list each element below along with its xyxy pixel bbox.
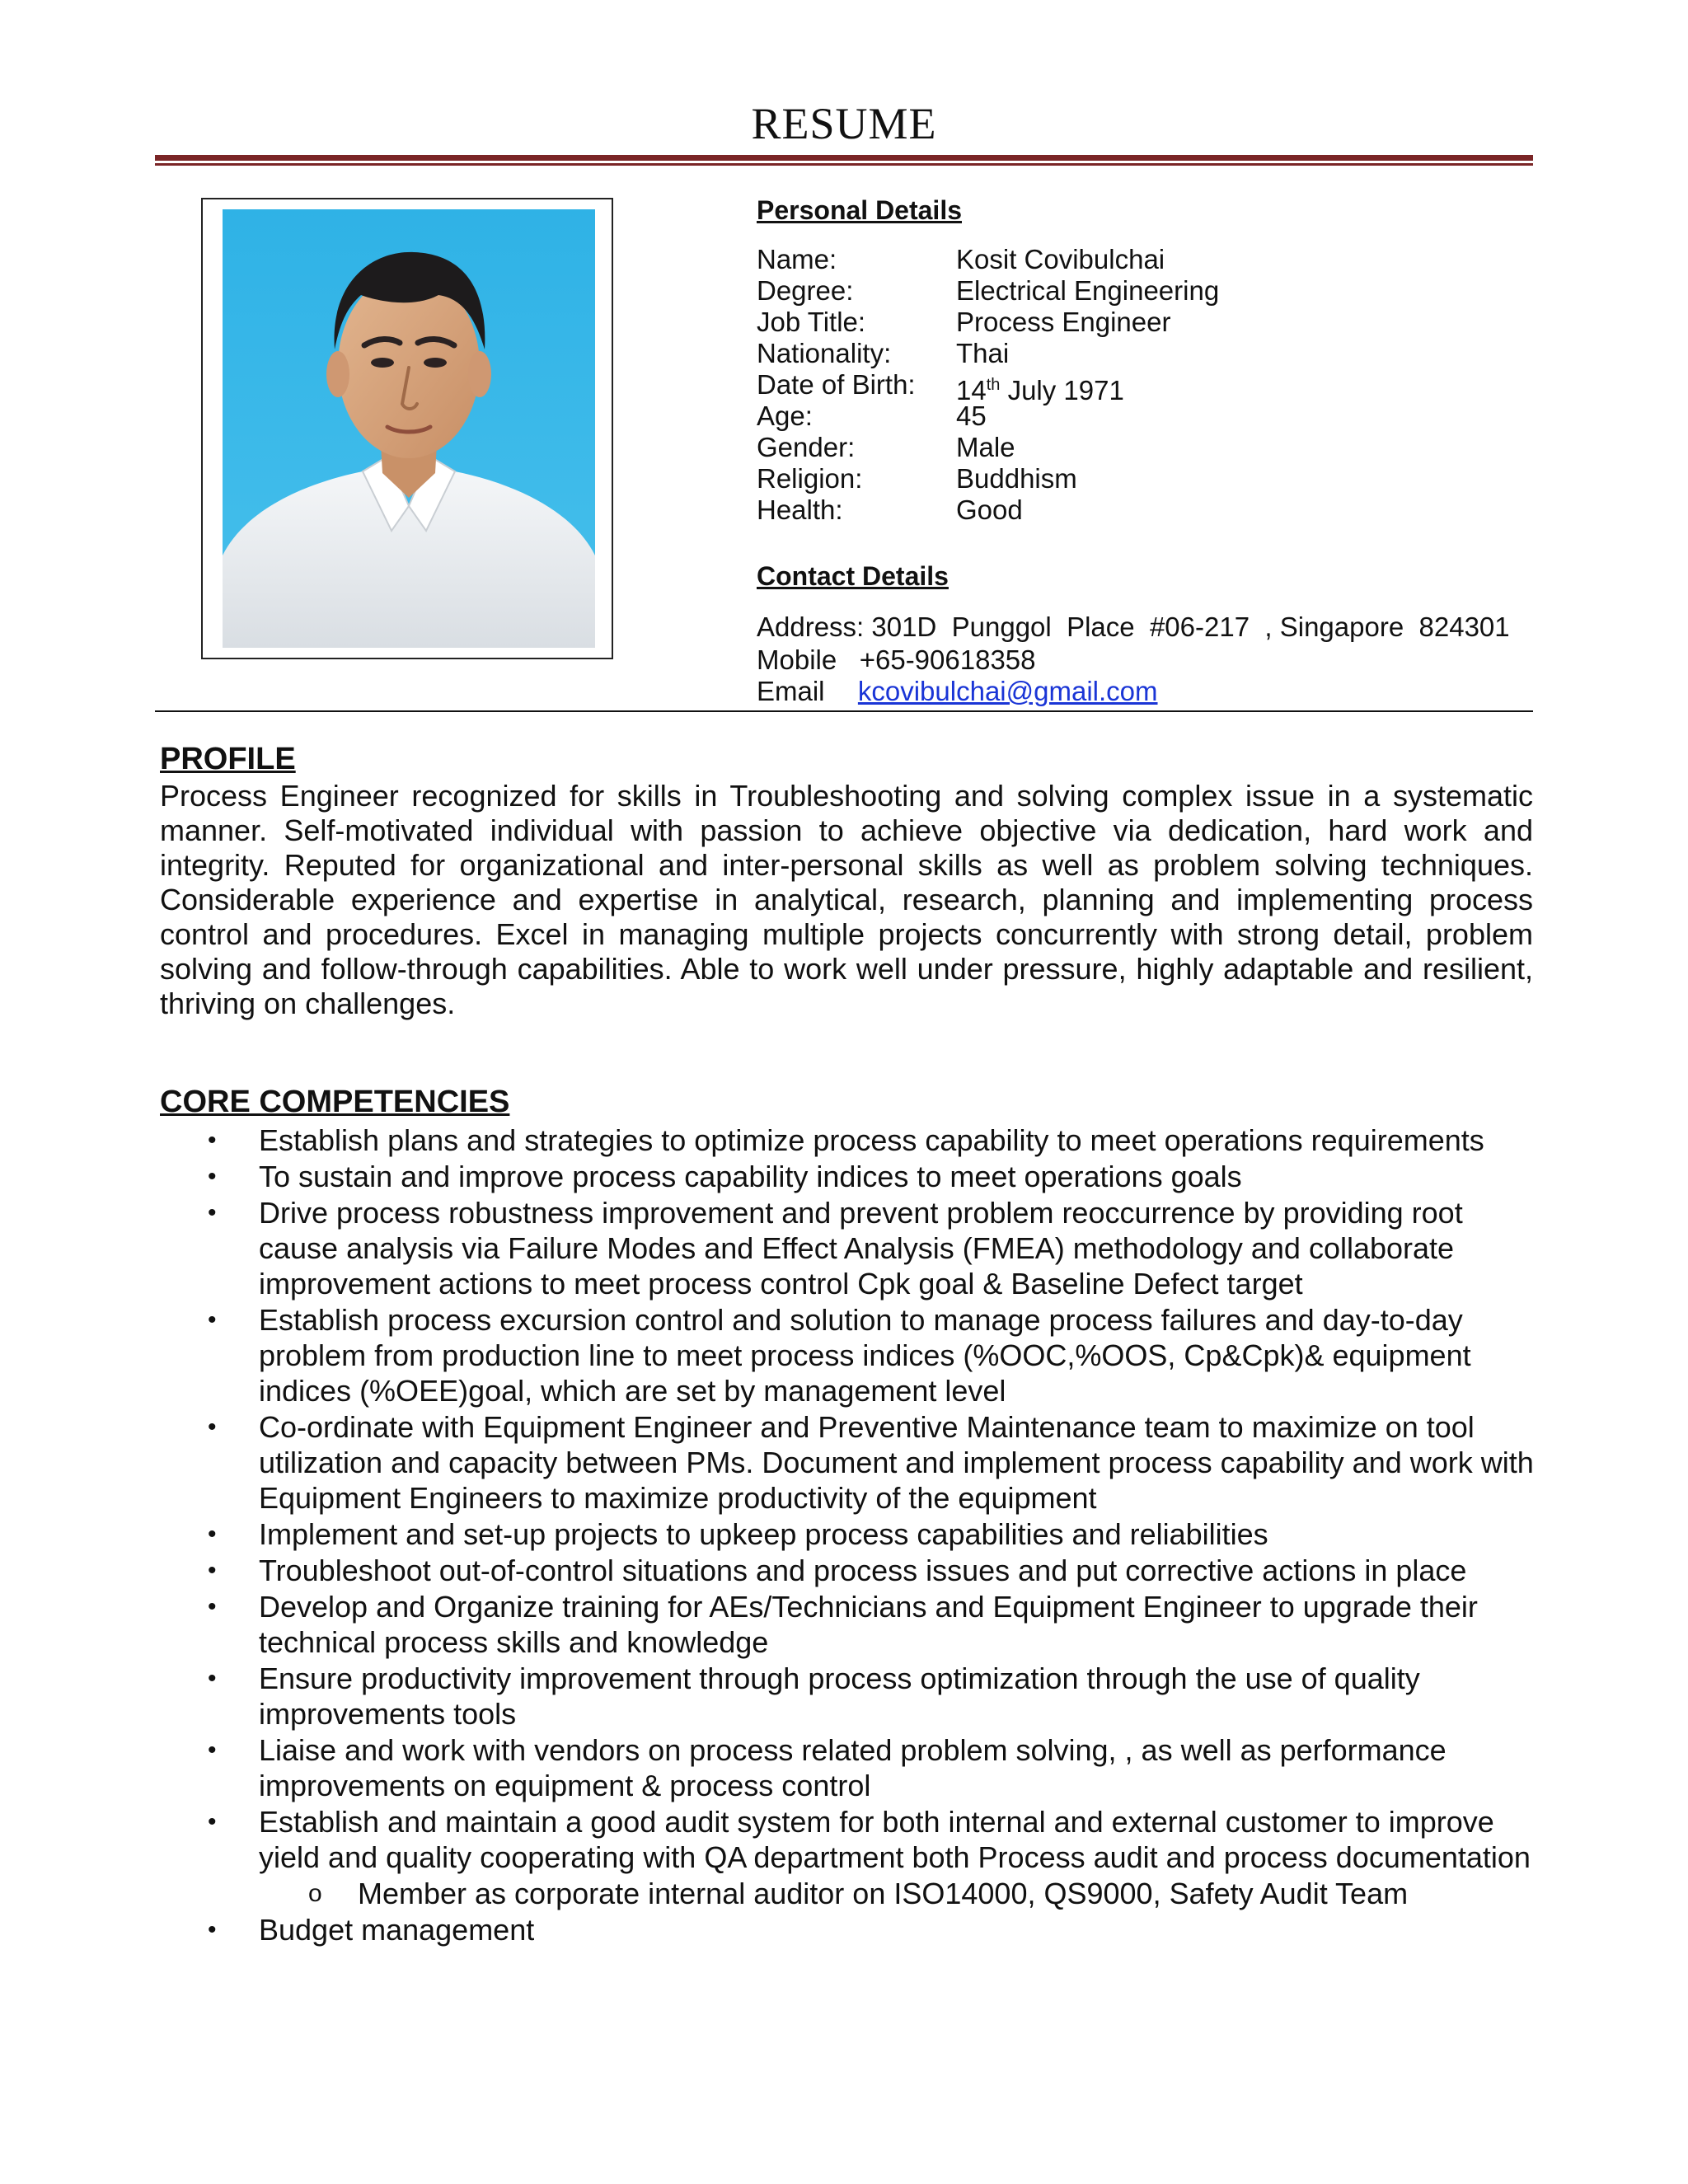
list-item bbox=[160, 1195, 1545, 1301]
email-link[interactable]: kcovibulchai@gmail.com bbox=[857, 676, 1158, 706]
detail-label: Religion: bbox=[757, 463, 863, 494]
bullet-icon: • bbox=[208, 1163, 217, 1190]
list-item bbox=[160, 1553, 1545, 1588]
detail-label: Date of Birth: bbox=[757, 369, 916, 400]
list-item bbox=[160, 1409, 1545, 1516]
list-item-text: Budget management bbox=[259, 1913, 535, 1947]
detail-row-health bbox=[757, 494, 1498, 526]
competencies-list bbox=[160, 1122, 1545, 1948]
title-rule-thin bbox=[155, 163, 1533, 166]
dob-rest: July 1971 bbox=[1000, 375, 1124, 405]
detail-value: Good bbox=[956, 494, 1023, 525]
profile-heading: PROFILE bbox=[160, 742, 296, 776]
list-item bbox=[160, 1589, 1545, 1660]
contact-address: Address: 301D Punggol Place #06-217 , Singapore 824301 bbox=[757, 612, 1510, 642]
profile-paragraph: Process Engineer recognized for skills in Troubleshooting and solving complex issue in a systematic manner. Self-motivated individual with passion to achieve objective via dedication, hard work and integrity. Reputed for organizational and inter-personal skills as well as problem solving techniques. Considerable experience and expertise in analytical, research, planning and implementing process control and procedures. Excel in managing multiple projects concurrently with strong detail, problem solving and follow-through capabilities. Able to work well under pressure, highly adaptable and resilient, thriving on challenges. bbox=[160, 779, 1533, 1020]
list-item-text: To sustain and improve process capability indices to meet operations goals bbox=[259, 1160, 1242, 1193]
dob-suffix: th bbox=[986, 376, 1001, 394]
sub-list-item-text: Member as corporate internal auditor on ISO14000, QS9000, Safety Audit Team bbox=[358, 1877, 1409, 1910]
bullet-icon: • bbox=[208, 1521, 217, 1548]
detail-row-job-title bbox=[757, 307, 1498, 338]
detail-value: 45 bbox=[956, 401, 987, 431]
bullet-icon: • bbox=[208, 1413, 217, 1441]
detail-label: Age: bbox=[757, 401, 813, 431]
detail-value: Male bbox=[956, 432, 1015, 462]
list-item-text: Establish process excursion control and solution to manage process failures and day-to-day problem from production line to meet process indices (%OOC,%OOS, Cp&Cpk)& equipment indices (%OEE)goal, which are set by management level bbox=[259, 1303, 1471, 1408]
detail-row-gender bbox=[757, 432, 1498, 463]
list-item-text: Establish plans and strategies to optimize process capability to meet operations requirements bbox=[259, 1123, 1484, 1157]
core-competencies-heading: CORE COMPETENCIES bbox=[160, 1085, 510, 1119]
detail-label: Name: bbox=[757, 244, 837, 274]
list-item bbox=[160, 1912, 1545, 1947]
bullet-icon: • bbox=[208, 1665, 217, 1692]
list-item bbox=[160, 1732, 1545, 1803]
bullet-icon: • bbox=[208, 1306, 217, 1333]
page-title: RESUME bbox=[751, 99, 937, 148]
list-item-text: Implement and set-up projects to upkeep process capabilities and reliabilities bbox=[259, 1517, 1268, 1551]
detail-value: Electrical Engineering bbox=[956, 275, 1220, 306]
detail-row-name bbox=[757, 244, 1498, 275]
bullet-icon: • bbox=[208, 1736, 217, 1764]
list-item-text: Develop and Organize training for AEs/Technicians and Equipment Engineer to upgrade their technical process skills and knowledge bbox=[259, 1590, 1478, 1659]
list-item bbox=[160, 1516, 1545, 1552]
bullet-icon: • bbox=[208, 1127, 217, 1154]
list-item-text: Co-ordinate with Equipment Engineer and Preventive Maintenance team to maximize on tool utilization and capacity between PMs. Document and implement process capability and work with Equipment Engineers to maximize productivity of the equipment bbox=[259, 1410, 1534, 1515]
header-divider bbox=[155, 710, 1533, 712]
list-item bbox=[160, 1804, 1545, 1875]
detail-row-date-of-birth bbox=[757, 369, 1498, 405]
detail-row-age bbox=[757, 401, 1498, 432]
detail-row-degree bbox=[757, 275, 1498, 307]
detail-value: Kosit Covibulchai bbox=[956, 244, 1165, 274]
list-item bbox=[160, 1661, 1545, 1732]
list-item-text: Drive process robustness improvement and prevent problem reoccurrence by providing root cause analysis via Failure Modes and Effect Analysis (FMEA) methodology and collaborate improvement actions to meet process control Cpk goal & Baseline Defect target bbox=[259, 1196, 1463, 1301]
detail-value: Thai bbox=[956, 338, 1010, 368]
detail-label: Gender: bbox=[757, 432, 856, 462]
list-item-text: Liaise and work with vendors on process related problem solving, , as well as performance improvements on equipment & process control bbox=[259, 1733, 1447, 1802]
sub-list-item bbox=[160, 1876, 1545, 1911]
detail-label: Nationality: bbox=[757, 338, 892, 368]
list-item-text: Establish and maintain a good audit system for both internal and external customer to improve yield and quality cooperating with QA department both Process audit and process documentation bbox=[259, 1805, 1531, 1874]
list-item bbox=[160, 1302, 1545, 1408]
list-item-text: Troubleshoot out-of-control situations and process issues and put corrective actions in place bbox=[259, 1554, 1467, 1587]
photo-frame bbox=[201, 198, 613, 659]
detail-row-nationality bbox=[757, 338, 1498, 369]
portrait-image bbox=[223, 209, 595, 648]
dob-day: 14 bbox=[956, 375, 987, 405]
detail-label: Job Title: bbox=[757, 307, 866, 337]
bullet-icon: • bbox=[208, 1199, 217, 1226]
sub-bullet-icon: o bbox=[308, 1880, 322, 1907]
bullet-icon: • bbox=[208, 1916, 217, 1943]
bullet-icon: • bbox=[208, 1593, 217, 1620]
detail-value: Process Engineer bbox=[956, 307, 1171, 337]
email-label: Email bbox=[757, 676, 825, 706]
detail-label: Health: bbox=[757, 494, 843, 525]
title-rule-thick bbox=[155, 155, 1533, 161]
bullet-icon: • bbox=[208, 1808, 217, 1835]
list-item bbox=[160, 1159, 1545, 1194]
profile-photo bbox=[223, 209, 595, 648]
contact-details-heading: Contact Details bbox=[757, 561, 949, 591]
contact-email-row bbox=[757, 676, 1158, 707]
detail-value: Buddhism bbox=[956, 463, 1077, 494]
detail-label: Degree: bbox=[757, 275, 854, 306]
list-item bbox=[160, 1122, 1545, 1158]
list-item-text: Ensure productivity improvement through process optimization through the use of quality improvements tools bbox=[259, 1661, 1420, 1731]
bullet-icon: • bbox=[208, 1557, 217, 1584]
contact-mobile: Mobile +65-90618358 bbox=[757, 644, 1036, 675]
personal-details-heading: Personal Details bbox=[757, 195, 962, 225]
detail-row-religion bbox=[757, 463, 1498, 494]
